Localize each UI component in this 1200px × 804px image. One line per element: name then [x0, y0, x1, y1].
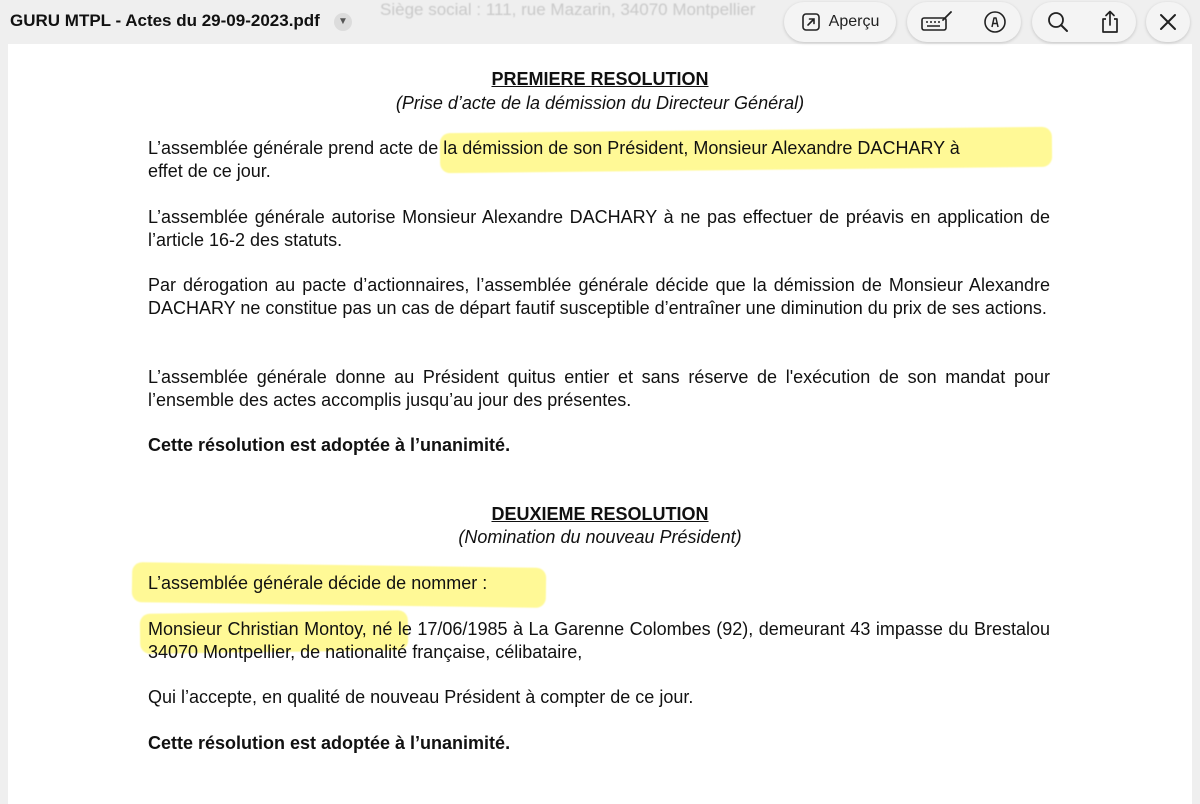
paragraph: Par dérogation au pacte d’actionnaires, l’assemblée générale décide que la démission de Monsieur Alexandre DACHARY ne constitue pas un cas de départ fautif susceptible d’entraîner une diminution du prix de ses actions.	[148, 275, 1050, 318]
paragraph	[148, 137, 1050, 182]
paragraph: L’assemblée générale autorise Monsieur Alexandre DACHARY à ne pas effectuer de préavis en application de l’article 16-2 des statuts.	[148, 207, 1050, 250]
paragraph: L’assemblée générale décide de nommer :	[148, 573, 488, 593]
paragraph-line: effet de ce jour.	[148, 160, 271, 181]
paragraph: L’assemblée générale donne au Président quitus entier et sans réserve de l'exécution de son mandat pour l’ensemble des actes accomplis jusqu’au jour des présentes.	[148, 367, 1050, 410]
open-external-icon	[801, 12, 821, 32]
paragraph: Monsieur Christian Montoy, né le 17/06/1985 à La Garenne Colombes (92), demeurant 43 impasse du Brestalou 34070 Montpellier, de nationalité française, célibataire,	[148, 619, 1050, 662]
toolbar	[0, 0, 1200, 44]
markup-pen-icon	[983, 10, 1007, 34]
paragraph-line: L’assemblée générale prend acte de la démission de son Président, Monsieur Alexandre DACHARY à	[148, 138, 960, 158]
search-button[interactable]	[1047, 11, 1069, 33]
open-in-preview-label: Aperçu	[828, 13, 880, 30]
share-button[interactable]	[1099, 10, 1121, 34]
close-button[interactable]	[1146, 2, 1190, 42]
document-title[interactable]: GURU MTPL - Actes du 29-09-2023.pdf	[10, 11, 320, 30]
resolution-subheading: (Nomination du nouveau Président)	[458, 527, 742, 547]
resolution-subheading: (Prise d’acte de la démission du Directeur Général)	[395, 93, 805, 113]
markup-keyboard-button[interactable]	[921, 11, 953, 33]
resolution-heading: PREMIERE RESOLUTION	[491, 69, 709, 89]
keyboard-pen-icon	[921, 11, 953, 33]
markup-tools-group	[907, 2, 1021, 42]
page-header-text: Siège social : 111, rue Mazarin, 34070 Montpellier	[380, 0, 756, 19]
close-icon	[1159, 13, 1177, 31]
chevron-down-icon[interactable]: ▼	[334, 13, 352, 31]
search-share-group	[1032, 2, 1136, 42]
markup-pen-button[interactable]	[983, 10, 1007, 34]
paragraph: Qui l’accepte, en qualité de nouveau Président à compter de ce jour.	[148, 687, 694, 707]
share-icon	[1099, 10, 1121, 34]
resolution-heading: DEUXIEME RESOLUTION	[491, 504, 709, 524]
open-in-preview-button[interactable]	[784, 2, 896, 42]
adoption-statement: Cette résolution est adoptée à l’unanimité.	[148, 733, 511, 753]
search-icon	[1047, 11, 1069, 33]
adoption-statement: Cette résolution est adoptée à l’unanimité.	[148, 435, 511, 455]
